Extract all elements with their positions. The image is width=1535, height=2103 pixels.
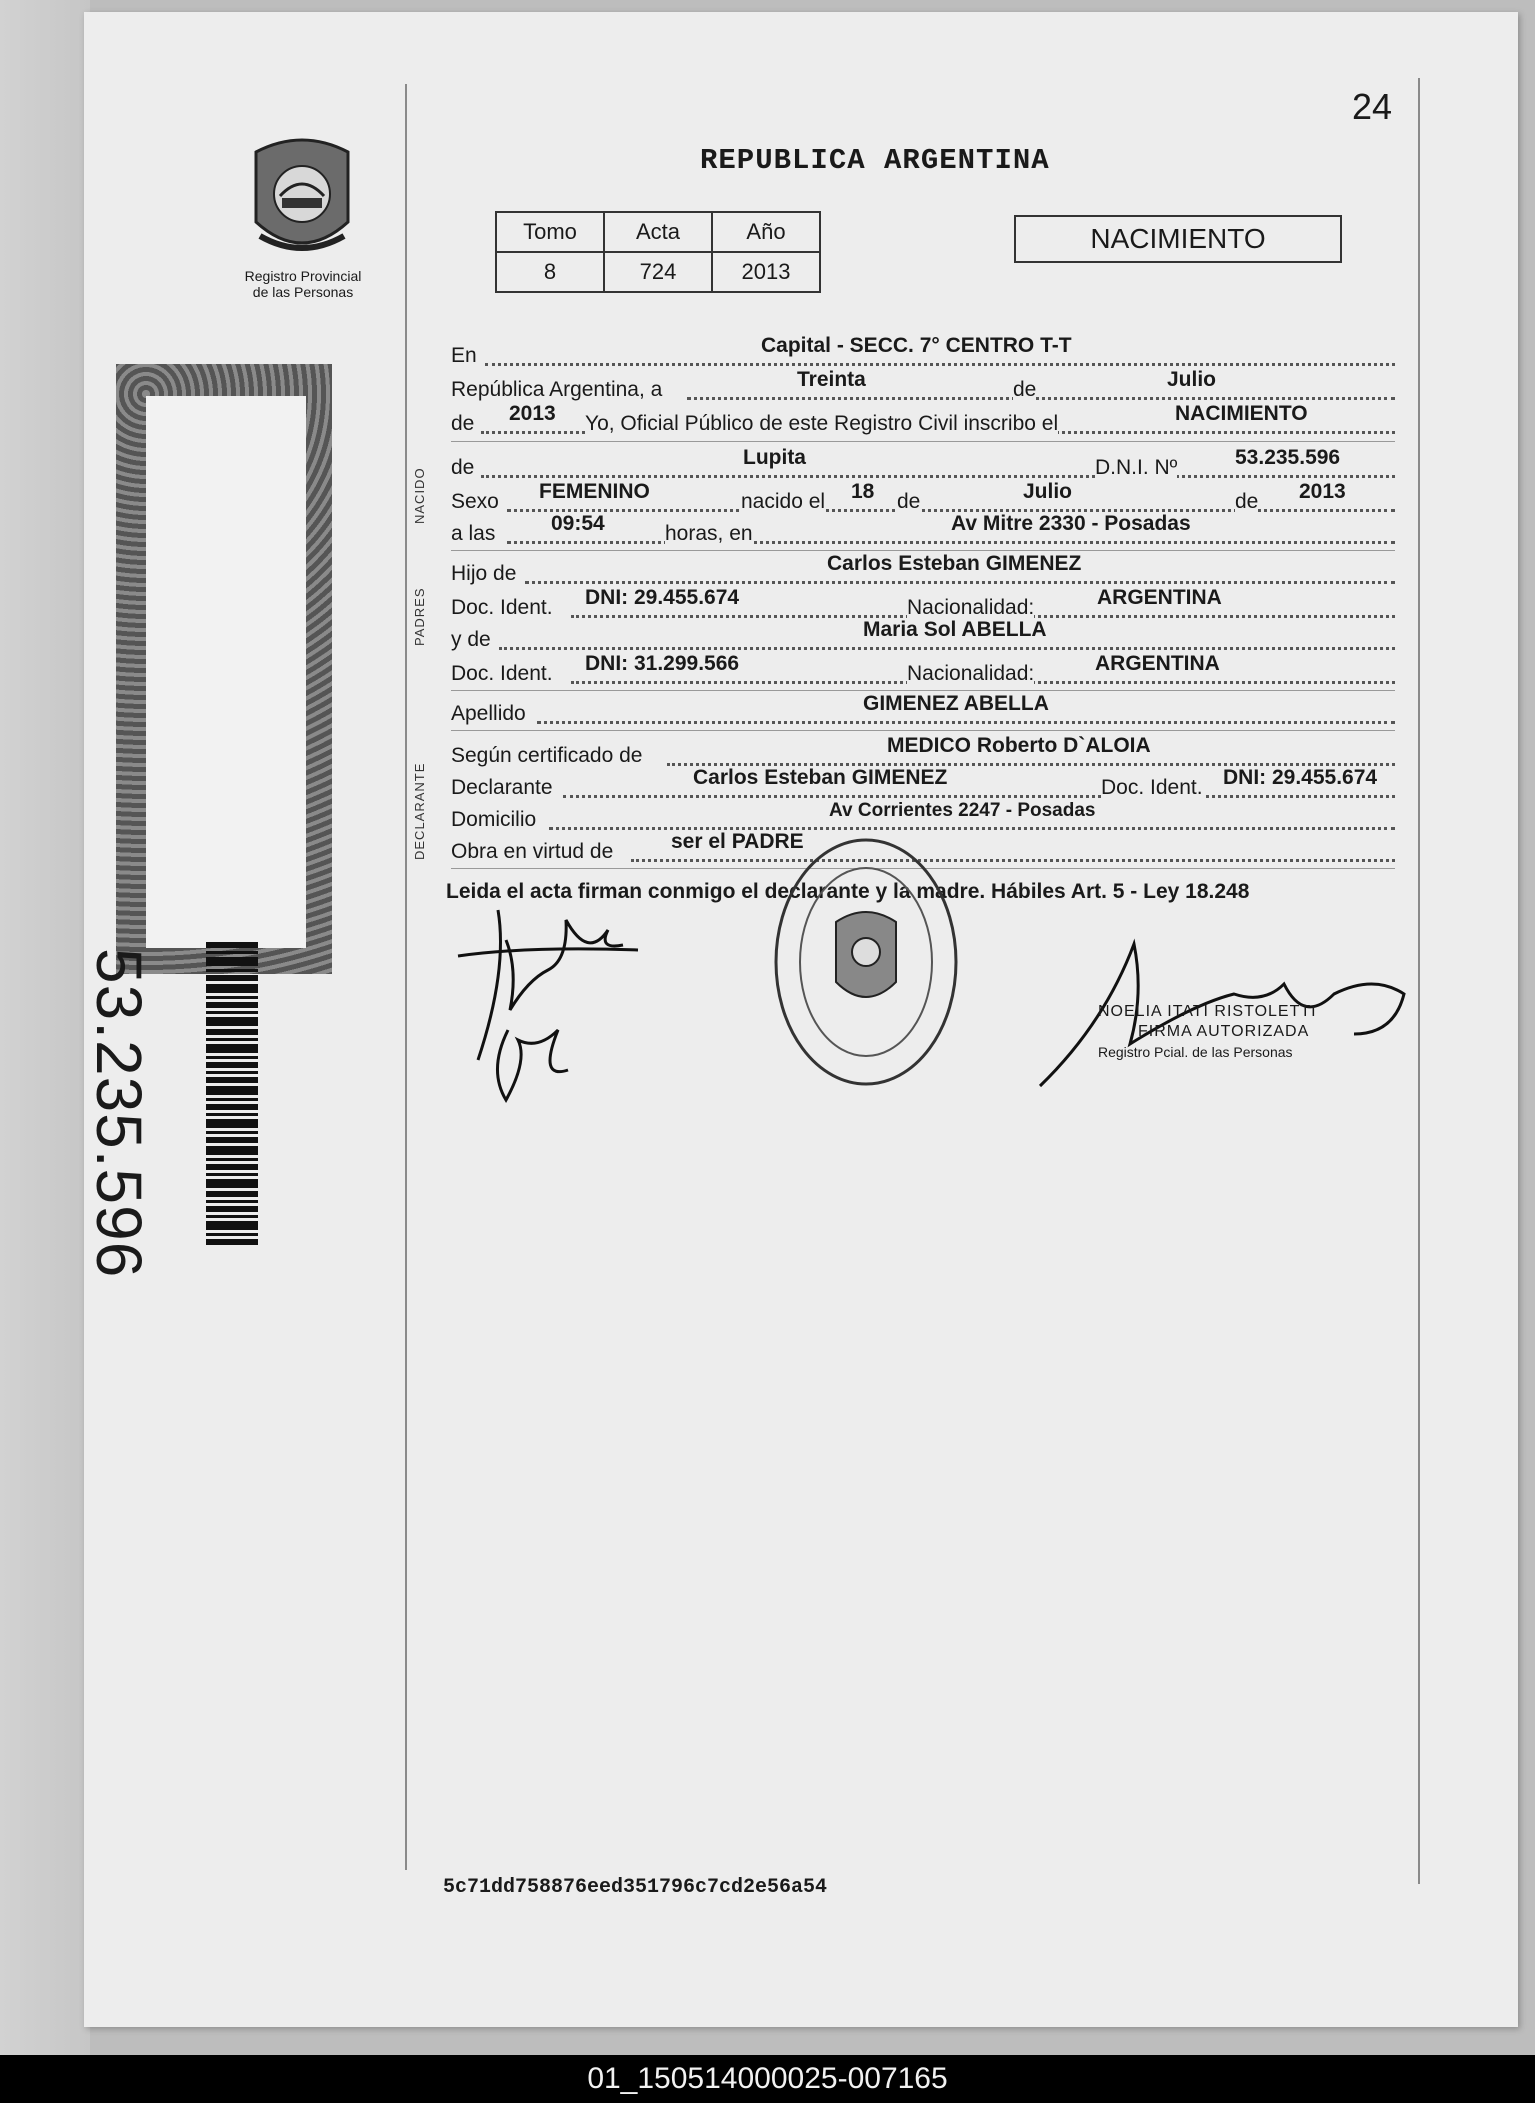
- section-separator: [451, 730, 1395, 731]
- label-y-de: y de: [451, 628, 491, 651]
- value-lugar: Capital - SECC. 7° CENTRO T-T: [761, 334, 1072, 357]
- dotted-line: [485, 362, 1395, 366]
- side-label-nacido: NACIDO: [412, 467, 427, 524]
- label-republica: República Argentina, a: [451, 378, 663, 401]
- declarant-signature: [448, 900, 668, 1120]
- value-obra: ser el PADRE: [671, 830, 804, 853]
- label-nacionalidad: Nacionalidad:: [907, 596, 1035, 619]
- value-madre-doc: DNI: 31.299.566: [585, 652, 740, 675]
- value-sexo: FEMENINO: [539, 480, 650, 503]
- field-row-madre: [451, 620, 1395, 654]
- document-heading: REPUBLICA ARGENTINA: [700, 144, 1050, 177]
- label-dni: D.N.I. Nº: [1095, 456, 1178, 479]
- value-lugar-nac: Av Mitre 2330 - Posadas: [951, 512, 1191, 535]
- field-row-republica: [451, 370, 1395, 404]
- value-madre: Maria Sol ABELLA: [863, 618, 1047, 641]
- label-en: En: [451, 344, 477, 367]
- value-anio-nac: 2013: [1299, 480, 1346, 503]
- authority-office: Registro Pcial. de las Personas: [1098, 1044, 1293, 1060]
- left-margin-line: [405, 84, 407, 1870]
- dotted-line: [525, 580, 1395, 584]
- dotted-line: [687, 396, 1395, 400]
- value-padre-nac: ARGENTINA: [1097, 586, 1222, 609]
- value-padre: Carlos Esteban GIMENEZ: [827, 552, 1082, 575]
- value-hora: 09:54: [551, 512, 605, 535]
- value-dni: 53.235.596: [1235, 446, 1341, 469]
- label-doc-ident: Doc. Ident.: [451, 662, 553, 685]
- official-stamp-icon: [766, 822, 966, 1102]
- authority-block: [1098, 1002, 1317, 1062]
- label-de-nombre: de: [451, 456, 475, 479]
- document-type-box: NACIMIENTO: [1014, 215, 1342, 263]
- label-nacionalidad: Nacionalidad:: [907, 662, 1035, 685]
- value-declarante: Carlos Esteban GIMENEZ: [693, 766, 948, 789]
- section-separator: [451, 550, 1395, 551]
- value-apellido: GIMENEZ ABELLA: [863, 692, 1049, 715]
- dotted-line: [537, 720, 1395, 724]
- field-row-en: [451, 336, 1395, 370]
- field-row-apellido: [451, 694, 1395, 728]
- label-horas-en: horas, en: [665, 522, 753, 545]
- value-dia-inscripcion: Treinta: [797, 368, 866, 391]
- value-certificado: MEDICO Roberto D`ALOIA: [887, 734, 1151, 757]
- value-madre-nac: ARGENTINA: [1095, 652, 1220, 675]
- value-declarante-doc: DNI: 29.455.674: [1223, 766, 1378, 789]
- field-row-madre-doc: [451, 654, 1395, 688]
- province-seal-icon: [246, 132, 358, 262]
- value-domicilio: Av Corrientes 2247 - Posadas: [829, 800, 1096, 821]
- value-acto: NACIMIENTO: [1175, 402, 1308, 425]
- dotted-line: [507, 540, 1395, 544]
- label-de1: de: [897, 490, 921, 513]
- authority-name: NOELIA ITATI RISTOLETTI: [1098, 1003, 1317, 1020]
- field-row-padre-doc: [451, 588, 1395, 622]
- value-dia-nac: 18: [851, 480, 875, 503]
- label-de-mes: de: [1013, 378, 1037, 401]
- footer-id: 01_150514000025-007165: [0, 2055, 1535, 2103]
- tomo-header: Tomo: [496, 212, 604, 252]
- field-row-certificado: [451, 736, 1395, 770]
- label-doc-ident: Doc. Ident.: [1101, 776, 1203, 799]
- value-nombre: Lupita: [743, 446, 806, 469]
- acta-value: 724: [604, 252, 712, 292]
- right-margin-line: [1418, 78, 1420, 1884]
- label-hijo-de: Hijo de: [451, 562, 517, 585]
- field-row-hora: [451, 514, 1395, 548]
- value-anio-inscripcion: 2013: [509, 402, 556, 425]
- barcode-label: [83, 396, 306, 1279]
- label-doc-ident: Doc. Ident.: [451, 596, 553, 619]
- side-label-padres: PADRES: [412, 587, 427, 646]
- registry-caption-line1: Registro Provincial: [244, 268, 362, 284]
- authority-title: FIRMA AUTORIZADA: [1138, 1023, 1310, 1040]
- dotted-line: [499, 646, 1395, 650]
- label-yo: Yo, Oficial Público de este Registro Civil inscribo el: [585, 412, 1059, 435]
- dotted-line: [481, 474, 1395, 478]
- label-de2: de: [1235, 490, 1259, 513]
- dotted-line: [631, 858, 1395, 862]
- page-number: 24: [1352, 86, 1393, 127]
- label-nacido-el: nacido el: [741, 490, 826, 513]
- label-declarante: Declarante: [451, 776, 553, 799]
- label-domicilio: Domicilio: [451, 808, 537, 831]
- anio-header: Año: [712, 212, 820, 252]
- section-separator: [451, 690, 1395, 691]
- acta-header: Acta: [604, 212, 712, 252]
- legal-text: Leida el acta firman conmigo el declarante y la madre. Hábiles Art. 5 - Ley 18.248: [446, 880, 1250, 903]
- barcode-bars: [206, 942, 258, 1248]
- label-obra: Obra en virtud de: [451, 840, 614, 863]
- tomo-value: 8: [496, 252, 604, 292]
- field-row-declarante: [451, 768, 1395, 802]
- dotted-line: [563, 794, 1395, 798]
- field-row-hijo: [451, 554, 1395, 588]
- anio-value: 2013: [712, 252, 820, 292]
- label-a-las: a las: [451, 522, 496, 545]
- registry-table: [495, 211, 821, 293]
- barcode-number: 53.235.596: [83, 948, 155, 1279]
- section-separator: [451, 441, 1395, 442]
- field-row-yo: [451, 404, 1395, 438]
- registry-caption: [226, 268, 380, 300]
- value-mes-inscripcion: Julio: [1167, 368, 1217, 391]
- label-de-anio: de: [451, 412, 475, 435]
- side-label-declarante: DECLARANTE: [412, 762, 427, 860]
- label-apellido: Apellido: [451, 702, 526, 725]
- label-sexo: Sexo: [451, 490, 499, 513]
- value-mes-nac: Julio: [1023, 480, 1073, 503]
- registry-caption-line2: de las Personas: [252, 284, 354, 300]
- background: [0, 0, 90, 2055]
- label-segun: Según certificado de: [451, 744, 643, 767]
- field-row-sexo: [451, 482, 1395, 516]
- value-padre-doc: DNI: 29.455.674: [585, 586, 740, 609]
- barcode-panel: [83, 364, 332, 1279]
- document-hash: 5c71dd758876eed351796c7cd2e56a54: [443, 1876, 828, 1899]
- field-row-nombre: [451, 448, 1395, 482]
